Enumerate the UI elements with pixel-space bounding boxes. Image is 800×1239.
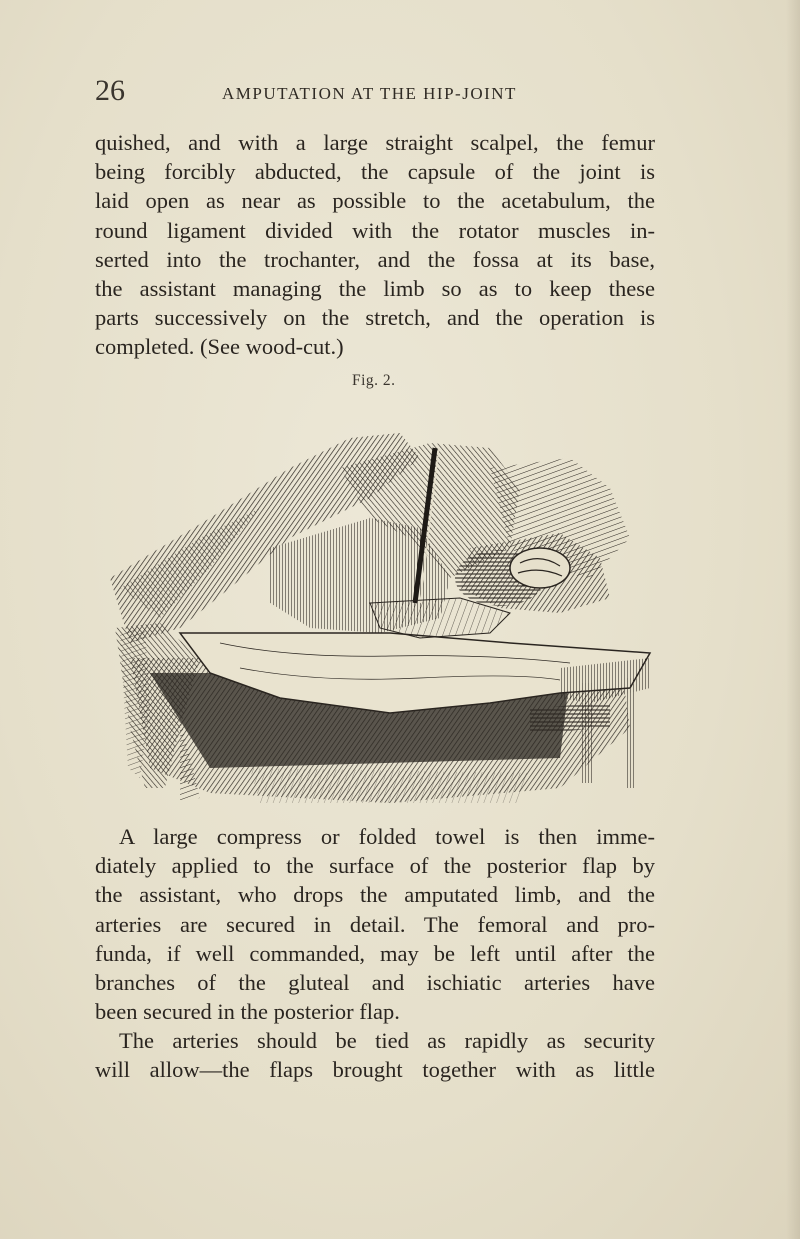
text-line: The arteries should be tied as rapidly as security: [119, 1028, 655, 1053]
text-line: round ligament divided with the rotator muscles in-: [95, 217, 655, 243]
woodcut-engraving-icon: [90, 428, 660, 806]
text-line: the assistant, who drops the amputated limb, and the: [95, 882, 655, 908]
woodcut-illustration: [90, 428, 660, 806]
text-line: parts successively on the stretch, and the operation is: [95, 305, 655, 331]
text-line: A large compress or folded towel is then imme-: [119, 824, 655, 849]
text-line: arteries are secured in detail. The femoral and pro-: [95, 911, 655, 937]
text-line: the assistant managing the limb so as to keep these: [95, 276, 655, 302]
page-edge-shadow: [786, 0, 800, 1239]
text-line: funda, if well commanded, may be left until after the: [95, 940, 655, 966]
text-line: diately applied to the surface of the posterior flap by: [95, 853, 655, 879]
paragraph-1: [95, 128, 655, 362]
figure-caption: Fig. 2.: [352, 372, 396, 389]
text-line: branches of the gluteal and ischiatic arteries have: [95, 970, 655, 996]
text-line: will allow—the flaps brought together with as little: [95, 1057, 655, 1083]
text-line: serted into the trochanter, and the fossa at its base,: [95, 246, 655, 272]
running-head: AMPUTATION AT THE HIP-JOINT: [222, 84, 517, 103]
text-line: been secured in the posterior flap.: [95, 999, 400, 1025]
text-line: quished, and with a large straight scalpel, the femur: [95, 130, 655, 155]
text-line: completed. (See wood-cut.): [95, 334, 344, 360]
text-line: being forcibly abducted, the capsule of the joint is: [95, 159, 655, 185]
paragraph-2: [95, 822, 655, 1026]
page-number: 26: [95, 74, 125, 107]
paragraph-3: [95, 1026, 655, 1084]
text-line: laid open as near as possible to the acetabulum, the: [95, 188, 655, 214]
